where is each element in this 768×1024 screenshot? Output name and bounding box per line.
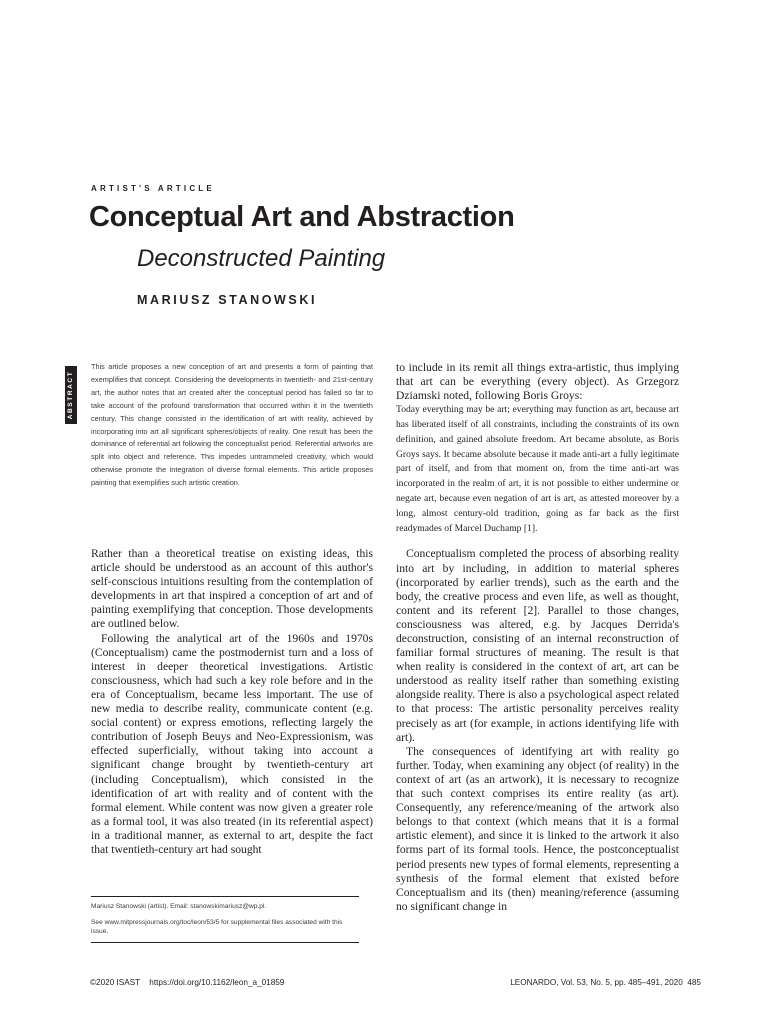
abstract-tab	[65, 366, 77, 424]
abstract-tab-label: ABSTRACT	[67, 370, 74, 420]
body-paragraph: Conceptualism completed the process of absorbing reality into art by including, in addition to material spheres (incorporated by earlier trends), such as the earth and the body, the creative process and even life, as well as thought, content and its referent [2]. Parallel to those changes, consciousness was altered, e.g. by Jacques Derrida's deconstruction, consisting of an internal reconstruction of familiar formal structures of meaning. The result is that when reality is considered in the context of art, art can be understood as reality itself rather than something existing alongside reality. There is also a psychological aspect related to that process: The artistic personality perceives reality precisely as art (for example, in actions identifying life with art).	[396, 547, 679, 744]
journal-citation: LEONARDO, Vol. 53, No. 5, pp. 485–491, 2020	[510, 978, 683, 987]
footnote-rule-bottom	[91, 942, 359, 943]
body-right-column	[396, 361, 679, 914]
body-paragraph: Following the analytical art of the 1960s and 1970s (Conceptualism) came the postmodernist turn and a loss of interest in deeper theoretical investigations. Artistic consciousness, which had such a key role before and in the era of Conceptualism, became less important. The use of new media to describe reality, communicate content (e.g. social content) or express emotions, reflecting largely the contribution of Joseph Beuys and Neo-Expressionism, was effected superficially, without taking into account a significant change brought by twentieth-century art (including Conceptualism), which consisted in the identification of art with reality and of content with the formal element. While content was now given a greater role as a formal tool, it was also treated (in its referential aspect) in a traditional manner, as external to art, despite the fact that twentieth-century art had sought	[91, 631, 373, 856]
author-name: MARIUSZ STANOWSKI	[137, 293, 318, 307]
supplemental-footnote: See www.mitpressjournals.org/toc/leon/53/5 for supplemental files associated with this issue.	[91, 919, 343, 935]
body-paragraph: to include in its remit all things extra-artistic, thus implying that art can be everything (every object). As Grzegorz Dziamski noted, following Boris Groys:	[396, 361, 679, 403]
body-paragraph: The consequences of identifying art with reality go further. Today, when examining any object (of reality) in the context of art (as an artwork), it is necessary to recognize that such context comprises its entire reality (as art). Consequently, any reference/meaning of the artwork also belongs to that context (which means that it is a formal artistic element), and since it is linked to the artwork it also forms part of its formal tools. Hence, the postconceptualist period presents new types of formal elements, representing a synthesis of the formal element that existed before Conceptualism and its (then) meaning/reference (assuming no significant change in	[396, 744, 679, 913]
doi-link[interactable]: https://doi.org/10.1162/leon_a_01859	[149, 978, 285, 987]
article-title: Conceptual Art and Abstraction	[89, 201, 515, 233]
article-kicker: ARTIST'S ARTICLE	[91, 184, 215, 193]
footer-right	[510, 978, 701, 987]
footer-left	[90, 978, 284, 987]
body-left-column	[91, 547, 373, 857]
body-paragraph: Rather than a theoretical treatise on existing ideas, this article should be understood as an account of this author's self-conscious intuitions resulting from the contemplation of developments in art that inspired a conception of art and of painting exemplifying that conception. Those developments are outlined below.	[91, 547, 373, 631]
author-footnote: Mariusz Stanowski (artist). Email: stanowskimariusz@wp.pl.	[91, 903, 267, 910]
block-quote: Today everything may be art; everything may function as art, because art has liberated itself of all constraints, including the constraints of its own definition, and gained absolute freedom. Art became absolute, as Boris Groys says. It became absolute because it made anti-art a fully legitimate part of itself, and from that moment on, from the time anti-art was incorporated in the realm of art, it is not possible to either undermine or negate art, because even negation of art is art, as attested moreover by a long, almost century-old tradition, going as far back as the first readymades of Marcel Duchamp [1].	[396, 404, 679, 534]
footnote-rule-top	[91, 896, 359, 897]
footnote-area	[91, 896, 359, 943]
article-subtitle: Deconstructed Painting	[137, 245, 386, 272]
page-number: 485	[687, 978, 701, 987]
abstract-text: This article proposes a new conception of art and presents a form of painting that exemplifies that concept. Considering the developments in twentieth- and 21st-century art, the author notes that art created after the conceptual period has failed so far to take account of the profound transformation that occurred within it in the twentieth century. This change consisted in the identification of art with reality, achieved by incorporating into art all significant spheres/objects of reality. One result has been the dominance of referential art following the conceptualist period. Referential artworks are split into object and reference. This impedes untrammeled creativity, which would otherwise promote the integration of diverse formal elements. This article proposes painting that exemplifies such artistic creation.	[91, 362, 373, 488]
copyright: ©2020 ISAST	[90, 978, 141, 987]
